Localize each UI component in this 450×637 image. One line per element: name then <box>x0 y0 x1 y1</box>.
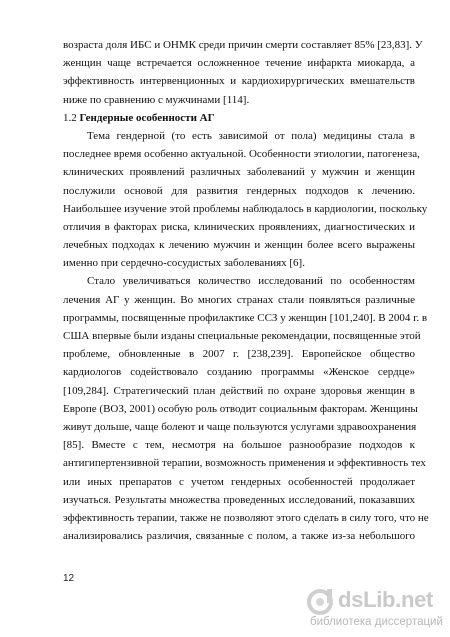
section-title: Гендерные особенности АГ <box>79 111 215 124</box>
text-line: лечебных подходах к лечению мужчин и женщин более всего выражены <box>63 239 415 252</box>
text-line: именно при сердечно-сосудистых заболеваниях [6]. <box>63 257 305 270</box>
text-line: послужили основой для развития гендерных подходов к лечению. <box>63 184 415 197</box>
text-line: анализировались различия, связанные с полом, а также из-за небольшого <box>63 530 415 543</box>
watermark-brand: dsLib.net <box>338 587 434 612</box>
section-number: 1.2 <box>63 111 77 124</box>
text-line: лечения АГ у женщин. Во многих странах стали появляться различные <box>63 293 415 306</box>
text-line: программы, посвященные профилактике ССЗ у женщин [101,240]. В 2004 г. в <box>63 311 428 324</box>
dslib-logo-icon <box>306 587 336 617</box>
page-number: 12 <box>63 573 75 584</box>
section-heading <box>63 109 415 127</box>
text-line: Европе (ВОЗ, 2001) особую роль отводит социальным факторам. Женщины <box>63 402 418 415</box>
text-line: клинических проявлений различных заболеваний у мужчин и женщин <box>63 166 415 179</box>
text-line: Тема гендерной (то есть зависимой от пола) медицины стала в <box>87 129 415 142</box>
text-line: отличия в факторах риска, клинических проявлениях, диагностических и <box>63 220 415 233</box>
paragraph-2 <box>63 127 428 273</box>
text-line: США впервые были изданы специальные рекомендации, посвященные этой <box>63 330 421 342</box>
text-line: [85]. Вместе с тем, несмотря на большое разнообразие подходов к <box>63 439 415 452</box>
document-page <box>63 36 429 545</box>
text-line: живут дольше, чаще болеют и чаще пользуются услугами здравоохранения <box>63 420 417 433</box>
text-line: ниже по сравнению с мужчинами [114]. <box>63 93 250 106</box>
paragraph-3 <box>63 272 429 545</box>
text-line: Наибольшее изучение этой проблемы наблюдалось в кардиологии, поскольку <box>63 202 428 215</box>
text-line: кардиологов содействовало созданию программы «Женское сердце» <box>63 366 415 379</box>
text-line: [109,284]. Стратегический план действий по охране здоровья женщин в <box>63 384 415 397</box>
text-line: или иных препаратов с учетом гендерных особенностей продолжает <box>63 475 415 488</box>
paragraph-1 <box>63 36 423 109</box>
text-line: антигипертензивной терапии, возможность применения и эффективность тех <box>63 457 426 470</box>
watermark <box>306 587 446 633</box>
text-line: изучаться. Результаты множества проведенных исследований, показавших <box>63 493 415 506</box>
text-line: проблеме, обновленные в 2007 г. [238,239]. Европейское общество <box>63 348 415 361</box>
text-line: женщин чаще встречается осложненное течение инфаркта миокарда, а <box>63 57 415 70</box>
text-line: последнее время особенно актуальной. Особенности этиологии, патогенеза, <box>63 148 420 161</box>
text-line: Стало увеличиваться количество исследований по особенностям <box>87 275 415 288</box>
text-line: возраста доля ИБС и ОНМК среди причин смерти составляет 85% [23,83]. У <box>63 39 423 51</box>
text-line: эффективность терапии, также не позволяют этого сделать в силу того, что не <box>63 511 429 524</box>
watermark-subtitle: библиотека диссертаций <box>310 616 443 628</box>
text-line: эффективность интервенционных и кардиохирургических вмешательств <box>63 75 415 88</box>
